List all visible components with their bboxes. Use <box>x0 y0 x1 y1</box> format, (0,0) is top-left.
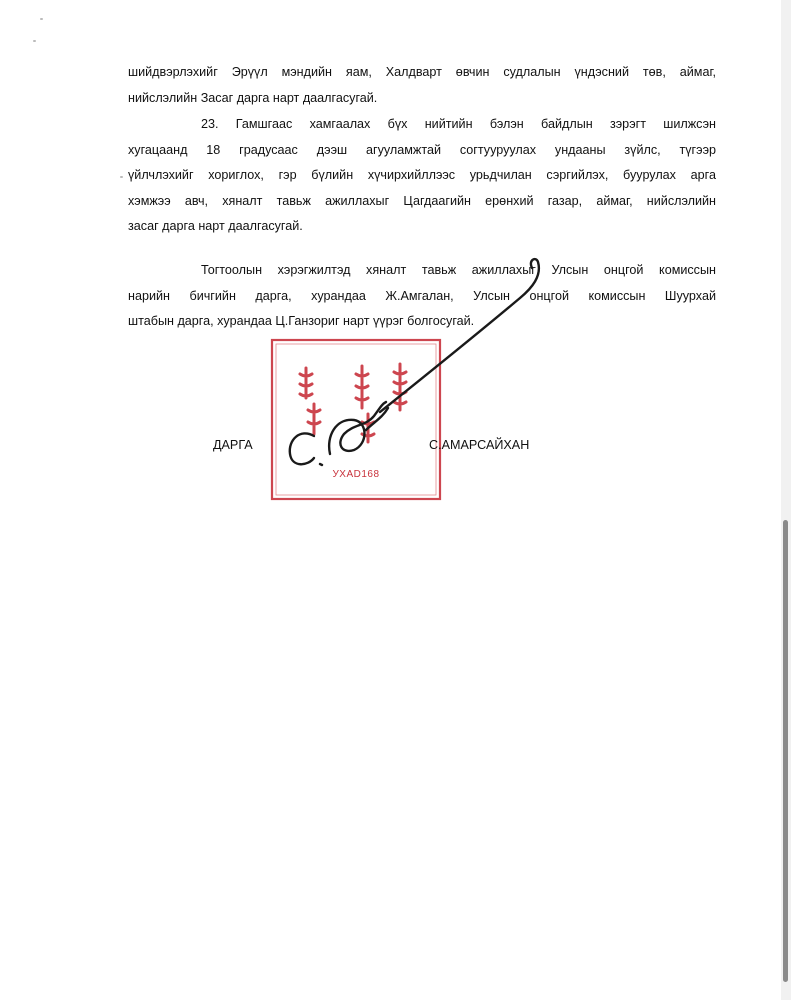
text-line: нарийн бичгийн дарга, хурандаа Ж.Амгалан, Улсын онцгой комиссын Шуурхай <box>128 288 716 303</box>
paragraph-22-tail <box>128 60 716 111</box>
scrollbar-thumb[interactable] <box>783 520 788 982</box>
text-line: Тогтоолын хэрэгжилтэд хяналт тавьж ажиллахыг Улсын онцгой комиссын <box>201 263 716 277</box>
text-line: үйлчлэхийг хориглох, гэр бүлийн хүчирхийллээс урьдчилан сэргийлэх, буурулах арга <box>128 168 716 182</box>
scan-speck <box>120 176 123 178</box>
handwritten-signature <box>270 240 570 480</box>
scan-speck <box>40 18 43 20</box>
signature-title: ДАРГА <box>213 438 253 452</box>
text-line: нийслэлийн Засаг дарга нарт даалгасугай. <box>128 90 378 105</box>
text-line: хугацаанд 18 градусаас дээш агууламжтай согтууруулах ундааны зүйлс, түгээр <box>128 142 716 157</box>
signatory-name: С.АМАРСАЙХАН <box>429 438 530 452</box>
text-line: 23. Гамшгаас хамгаалах бүх нийтийн бэлэн байдлын зэрэгт шилжсэн <box>201 117 716 131</box>
text-line: засаг дарга нарт даалгасугай. <box>128 219 303 233</box>
text-line: хэмжээ авч, хяналт тавьж ажиллахыг Цагдаагийн ерөнхий газар, аймаг, нийслэлийн <box>128 193 716 208</box>
text-line: штабын дарга, хурандаа Ц.Ганзориг нарт үүрэг болгосугай. <box>128 314 475 328</box>
text-line: шийдвэрлэхийг Эрүүл мэндийн яам, Халдварт өвчин судлалын үндэсний төв, аймаг, <box>128 65 716 79</box>
seal-code: УХАD168 <box>332 469 380 480</box>
paragraph-23 <box>128 112 716 240</box>
scan-speck <box>33 40 36 42</box>
